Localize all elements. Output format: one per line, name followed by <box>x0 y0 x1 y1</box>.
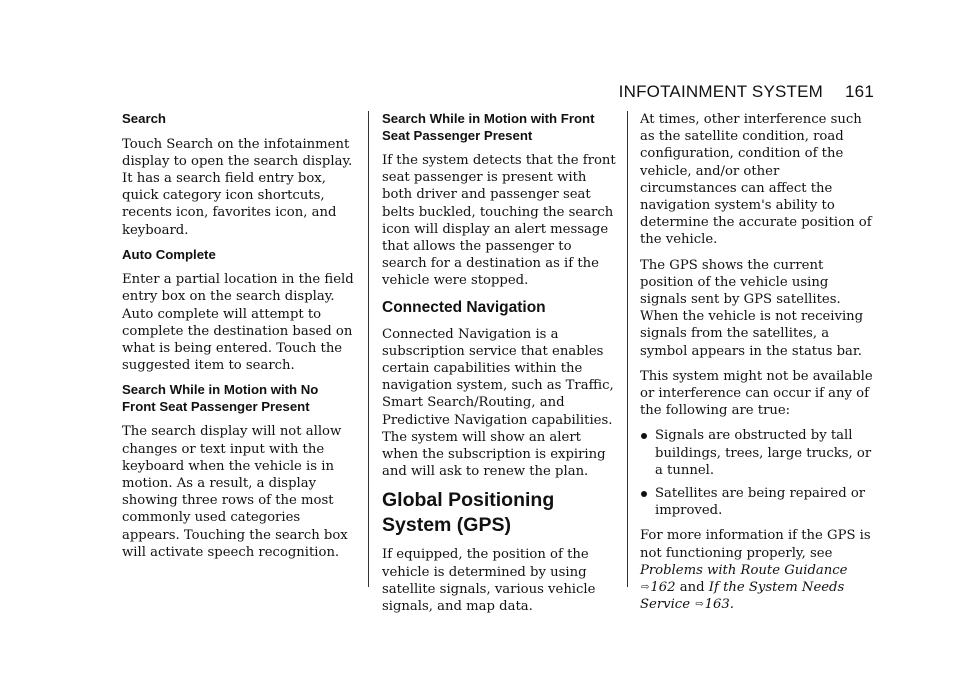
link-problems-route-guidance[interactable]: Problems with Route Guidance <box>640 562 848 578</box>
column-3 <box>640 111 876 621</box>
page-number: 161 <box>845 82 874 101</box>
column-2 <box>382 111 616 623</box>
heading-connected-navigation: Connected Navigation <box>382 298 546 316</box>
arrow-right-icon: ⇨ <box>641 582 650 594</box>
column-divider <box>627 111 628 587</box>
column-1 <box>122 111 354 569</box>
page-ref-162[interactable]: 162 <box>650 580 676 596</box>
paragraph: If the system detects that the front seat passenger is present with both driver and passenger seat belts buckled, touching the search icon will display an alert message that allows the passenger to search for a destination as if the vehicle were stopped. <box>382 153 616 289</box>
bullet-list <box>640 427 876 519</box>
column-divider <box>368 111 369 587</box>
paragraph: The GPS shows the current position of the vehicle using signals sent by GPS satellites. When the vehicle is not receiving signals from the satellites, a symbol appears in the status bar. <box>640 257 864 359</box>
paragraph: This system might not be available or interference can occur if any of the following are true: <box>640 368 873 419</box>
heading-gps: Global Positioning System (GPS) <box>382 489 555 537</box>
list-item: Signals are obstructed by tall buildings, trees, large trucks, or a tunnel. <box>640 427 876 479</box>
paragraph: Connected Navigation is a subscription service that enables certain capabilities within the navigation system, such as Traffic, Smart Search/Routing, and Predictive Navigation capabilities. The system will show an alert when the subscription is expiring and will ask to renew the plan. <box>382 326 614 480</box>
link-system-needs-service[interactable]: If the System Needs Service <box>640 580 845 613</box>
bullet-icon <box>641 491 647 497</box>
list-item: Satellites are being repaired or improved. <box>640 485 876 519</box>
paragraph: Touch Search on the infotainment display to open the search display. It has a search field entry box, quick category icon shortcuts, recents icon, favorites icon, and keyboard. <box>122 136 353 238</box>
section-title: INFOTAINMENT SYSTEM <box>618 82 824 101</box>
paragraph: Enter a partial location in the field entry box on the search display. Auto complete will attempt to complete the destination based on what is being entered. Touch the suggested item to search. <box>122 272 354 374</box>
bullet-icon <box>641 433 647 439</box>
paragraph: If equipped, the position of the vehicle is determined by using satellite signals, various vehicle signals, and map data. <box>382 547 596 615</box>
heading-search-front-passenger: Search While in Motion with Front Seat Passenger Present <box>382 111 595 143</box>
paragraph: The search display will not allow changes or text input with the keyboard when the vehicle is in motion. As a result, a display showing three rows of the most commonly used categories appears. Touching the search box will activate speech recognition. <box>122 424 348 560</box>
heading-search-no-passenger: Search While in Motion with No Front Seat Passenger Present <box>122 382 319 414</box>
arrow-right-icon: ⇨ <box>695 599 704 611</box>
page-ref-163[interactable]: 163 <box>704 597 730 613</box>
heading-search: Search <box>122 111 166 126</box>
page-header <box>619 82 874 102</box>
heading-auto-complete: Auto Complete <box>122 246 216 262</box>
paragraph-cross-reference: For more information if the GPS is not functioning properly, see Problems with Route Guidance ⇨162 and If the System Needs Service ⇨163. <box>640 528 871 613</box>
paragraph: At times, other interference such as the satellite condition, road configuration, condition of the vehicle, and/or other circumstances can affect the navigation system's ability to determine the accurate position of the vehicle. <box>640 112 872 248</box>
